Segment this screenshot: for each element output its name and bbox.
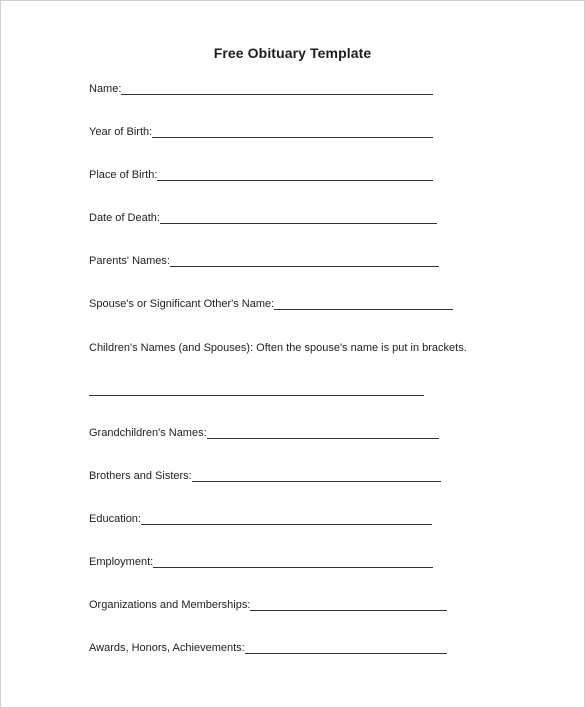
place-of-birth-label: Place of Birth: (89, 169, 158, 181)
brothers-sisters-label: Brothers and Sisters: (89, 470, 192, 482)
employment-label: Employment: (89, 556, 154, 568)
grandchildren-names-label: Grandchildren's Names: (89, 427, 207, 439)
name-field (89, 83, 433, 96)
grandchildren-names-blank[interactable] (207, 428, 439, 439)
place-of-birth-field (89, 169, 433, 182)
year-of-birth-label: Year of Birth: (89, 126, 153, 138)
parents-names-blank[interactable] (170, 256, 439, 267)
employment-field (89, 556, 433, 569)
children-names-blank[interactable] (89, 395, 424, 396)
document-title: Free Obituary Template (213, 45, 372, 61)
spouse-name-label: Spouse's or Significant Other's Name: (89, 298, 275, 310)
education-label: Education: (89, 513, 141, 525)
parents-names-field (89, 255, 439, 268)
year-of-birth-blank[interactable] (152, 127, 433, 138)
awards-blank[interactable] (245, 643, 447, 654)
organizations-blank[interactable] (250, 600, 447, 611)
date-of-death-label: Date of Death: (89, 212, 160, 224)
awards-field (89, 642, 447, 655)
education-blank[interactable] (141, 514, 432, 525)
parents-names-label: Parents' Names: (89, 255, 170, 267)
organizations-field (89, 599, 447, 612)
brothers-sisters-blank[interactable] (192, 471, 441, 482)
name-blank[interactable] (121, 84, 433, 95)
employment-blank[interactable] (153, 557, 433, 568)
date-of-death-blank[interactable] (160, 213, 437, 224)
education-field (89, 513, 432, 526)
awards-label: Awards, Honors, Achievements: (89, 642, 245, 654)
children-names-instruction: Children's Names (and Spouses): Often the spouse's name is put in brackets. (89, 342, 467, 354)
spouse-name-field (89, 298, 453, 311)
date-of-death-field (89, 212, 437, 225)
organizations-label: Organizations and Memberships: (89, 599, 251, 611)
place-of-birth-blank[interactable] (157, 170, 433, 181)
spouse-name-blank[interactable] (274, 299, 453, 310)
name-label: Name: (89, 83, 122, 95)
brothers-sisters-field (89, 470, 441, 483)
year-of-birth-field (89, 126, 433, 139)
grandchildren-names-field (89, 427, 439, 440)
